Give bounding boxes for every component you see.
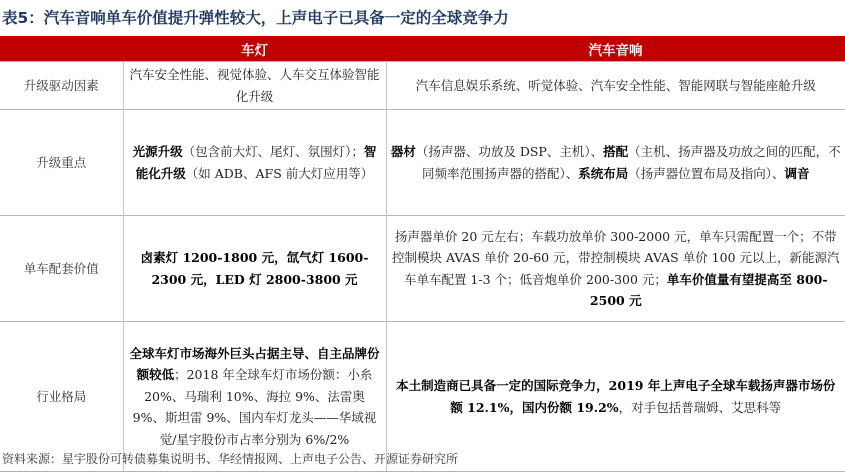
text-segment: （扬声器、功放及 DSP、主机）、 (415, 144, 604, 159)
cell-car-audio (386, 62, 845, 110)
text-segment: （如 ADB、AFS 前大灯应用等） (185, 165, 374, 181)
bold-text-segment: 调音 (784, 165, 810, 181)
row-label: 行业格局 (0, 322, 123, 472)
source-note: 资料来源：星宇股份可转债募集说明书、华经情报网、上声电子公告、开源证券研究所 (2, 452, 459, 466)
comparison-table (0, 36, 845, 472)
row-label: 单车配套价值 (0, 216, 123, 322)
text-segment: （扬声器位置布局及指向）、 (628, 165, 785, 181)
cell-car-lights (123, 322, 386, 472)
table-title: 表5：汽车音响单车价值提升弹性较大，上声电子已具备一定的全球竞争力 (2, 9, 509, 27)
table-row (0, 216, 845, 322)
table-row (0, 110, 845, 216)
row-label: 升级驱动因素 (0, 62, 123, 110)
table-header-row (0, 36, 845, 62)
cell-car-lights (123, 110, 386, 216)
text-segment: （主机、扬声器及功放之间的匹配，不同频率范围扬声器的搭配）、 (421, 144, 841, 181)
text-segment: 扬声器单价 20 元左右；车载功放单价 300-2000 元，单车只需配置一个；不带控制模块 AVAS 单价 20-60 元，带控制模块 AVAS 单价 100 元以上，新能源汽车单车配置 1-3 个；低音炮单价 200-300 元； (391, 228, 840, 287)
row-label: 升级重点 (0, 110, 123, 216)
text-segment: 汽车安全性能、视觉体验、人车交互体验智能化升级 (129, 67, 380, 104)
bold-text-segment: 搭配 (603, 144, 629, 159)
bold-text-segment: 全球车灯市场海外巨头占据主导、自主品牌份额较低 (129, 345, 380, 383)
bold-text-segment: 本土制造商已具备一定的国际竞争力，2019 年上声电子全球车载扬声器市场份额 12.1%，国内份额 19.2% (396, 378, 836, 415)
table-row (0, 62, 845, 110)
text-segment: （包含前大灯、尾灯、氛围灯）； (182, 144, 364, 159)
cell-car-lights (123, 216, 386, 322)
cell-car-lights (123, 62, 386, 110)
table-row (0, 322, 845, 472)
bold-text-segment: 光源升级 (132, 144, 183, 159)
text-segment: ；2018 年全球车灯市场份额：小糸 20%、马瑞利 10%、海拉 9%、法雷奥 9%、斯坦雷 9%、国内车灯龙头——华域视觉/星宇股份市占率分别为 6%/2% (132, 367, 377, 447)
header-car-audio: 汽车音响 (386, 36, 845, 62)
header-car-lights: 车灯 (123, 36, 386, 62)
bold-text-segment: 器材 (390, 144, 416, 159)
bold-text-segment: 单车价值量有望提高至 800-2500 元 (589, 271, 828, 308)
bold-text-segment: 智能化升级 (135, 144, 377, 181)
bold-text-segment: 系统布局 (578, 165, 629, 181)
header-empty-cell (0, 36, 123, 62)
text-segment: 汽车信息娱乐系统、听觉体验、汽车安全性能、智能网联与智能座舱升级 (415, 77, 816, 93)
bold-text-segment: 卤素灯 1200-1800 元，氙气灯 1600-2300 元，LED 灯 2800-3800 元 (140, 250, 369, 287)
cell-car-audio (386, 322, 845, 472)
cell-car-audio (386, 216, 845, 322)
text-segment: ，对手包括普瑞姆、艾思科等 (618, 399, 782, 415)
cell-car-audio (386, 110, 845, 216)
